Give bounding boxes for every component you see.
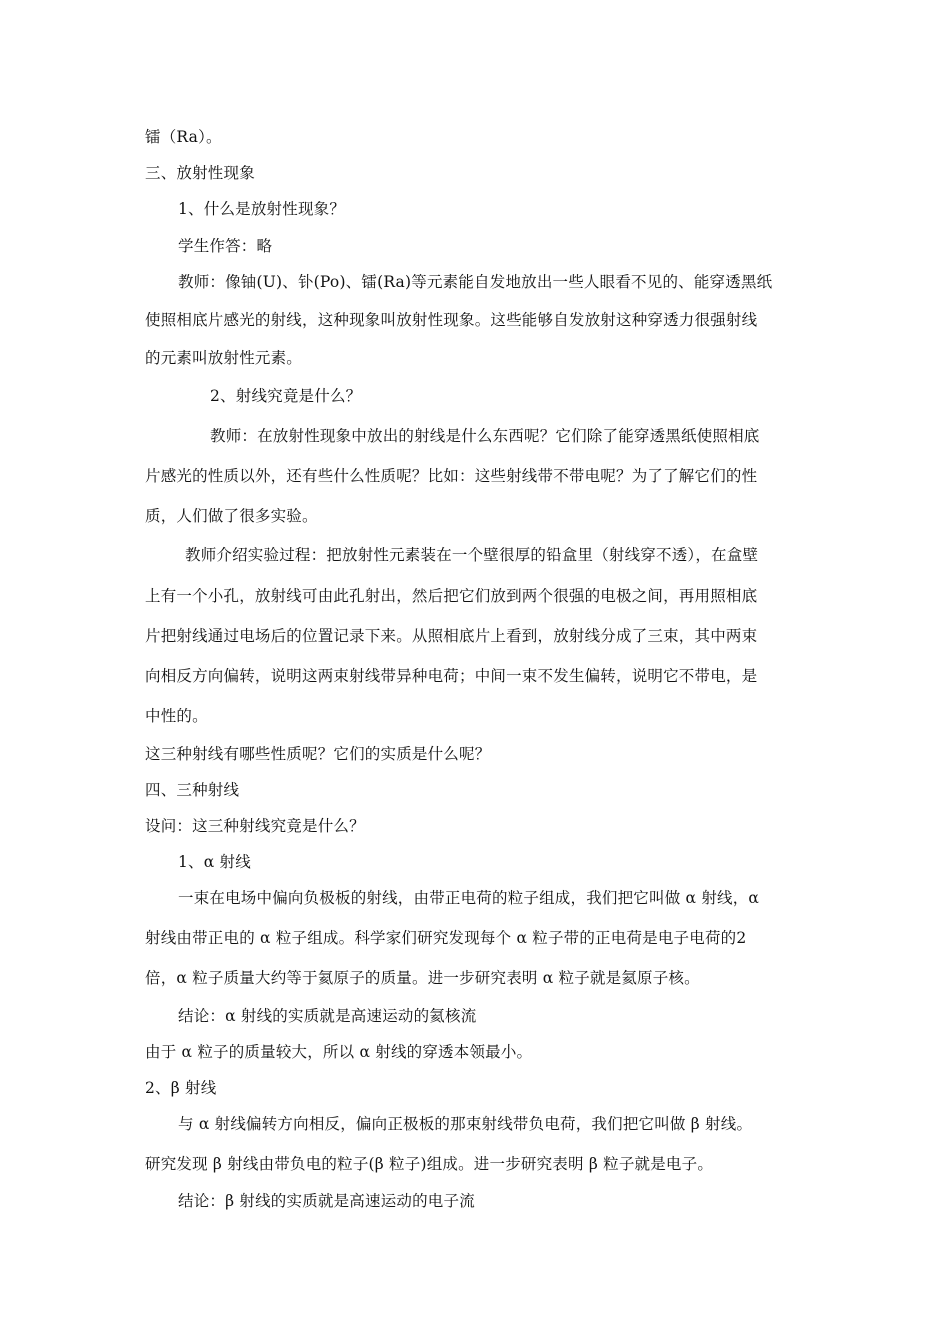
text-line: 射线由带正电的 α 粒子组成。科学家们研究发现每个 α 粒子带的正电荷是电子电荷的2 <box>145 929 747 947</box>
subsection-heading: 1、什么是放射性现象？ <box>178 200 346 218</box>
text-line: 片把射线通过电场后的位置记录下来。从照相底片上看到，放射线分成了三束，其中两束 <box>145 627 758 645</box>
text-line: 由于 α 粒子的质量较大，所以 α 射线的穿透本领最小。 <box>145 1043 533 1061</box>
text-line: 这三种射线有哪些性质呢？它们的实质是什么呢？ <box>145 745 491 763</box>
conclusion-line: 结论：β 射线的实质就是高速运动的电子流 <box>178 1192 475 1210</box>
conclusion-line: 结论：α 射线的实质就是高速运动的氦核流 <box>178 1007 477 1025</box>
text-line: 与 α 射线偏转方向相反，偏向正极板的那束射线带负电荷，我们把它叫做 β 射线。 <box>178 1115 753 1133</box>
subsection-heading: 2、射线究竟是什么？ <box>210 387 362 405</box>
text-line: 使照相底片感光的射线，这种现象叫放射性现象。这些能够自发放射这种穿透力很强射线 <box>145 311 758 329</box>
text-line: 学生作答：略 <box>178 237 273 255</box>
text-line: 一束在电场中偏向负极板的射线，由带正电荷的粒子组成，我们把它叫做 α 射线，α <box>178 889 760 907</box>
section-heading: 四、三种射线 <box>145 781 240 799</box>
text-line: 研究发现 β 射线由带负电的粒子(β 粒子)组成。进一步研究表明 β 粒子就是电子。 <box>145 1155 714 1173</box>
text-line: 的元素叫放射性元素。 <box>145 349 303 367</box>
text-line: 倍，α 粒子质量大约等于氦原子的质量。进一步研究表明 α 粒子就是氦原子核。 <box>145 969 700 987</box>
text-line: 设问：这三种射线究竟是什么？ <box>145 817 365 835</box>
text-line: 片感光的性质以外，还有些什么性质呢？比如：这些射线带不带电呢？为了了解它们的性 <box>145 467 758 485</box>
text-line: 上有一个小孔，放射线可由此孔射出，然后把它们放到两个很强的电极之间，再用照相底 <box>145 587 758 605</box>
text-line: 教师：像铀(U)、钋(Po)、镭(Ra)等元素能自发地放出一些人眼看不见的、能穿透黑纸 <box>178 273 773 291</box>
subsection-heading: 2、β 射线 <box>145 1079 217 1097</box>
text-line: 中性的。 <box>145 707 208 725</box>
text-line: 向相反方向偏转，说明这两束射线带异种电荷；中间一束不发生偏转，说明它不带电，是 <box>145 667 758 685</box>
text-line: 质，人们做了很多实验。 <box>145 507 318 525</box>
subsection-heading: 1、α 射线 <box>178 853 251 871</box>
text-line: 教师介绍实验过程：把放射性元素装在一个壁很厚的铅盒里（射线穿不透），在盒壁 <box>185 546 759 564</box>
text-line: 教师：在放射性现象中放出的射线是什么东西呢？它们除了能穿透黑纸使照相底 <box>210 427 760 445</box>
text-line: 镭（Ra）。 <box>145 128 222 146</box>
section-heading: 三、放射性现象 <box>145 164 255 182</box>
